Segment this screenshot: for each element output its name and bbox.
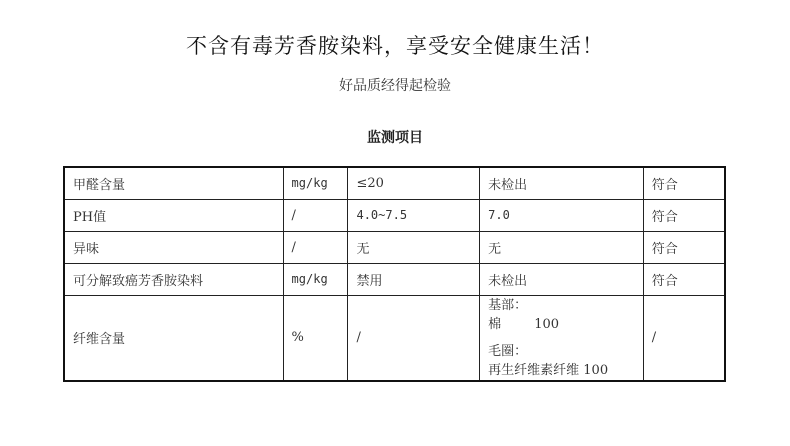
base-label: 基部： <box>488 297 528 313</box>
item-cell: 甲醛含量 <box>64 167 283 199</box>
verdict-cell: 符合 <box>643 231 725 263</box>
unit-cell: / <box>283 199 348 231</box>
standard-cell: 无 <box>348 231 480 263</box>
table-row <box>64 167 725 199</box>
unit-cell: % <box>283 295 348 381</box>
table-row <box>64 231 725 263</box>
result-cell: 未检出 <box>480 263 644 295</box>
item-cell: 纤维含量 <box>64 295 283 381</box>
result-cell: 未检出 <box>480 167 644 199</box>
result-cell: 无 <box>480 231 644 263</box>
verdict-cell: 符合 <box>643 167 725 199</box>
item-cell: 可分解致癌芳香胺染料 <box>64 263 283 295</box>
verdict-cell: / <box>643 295 725 381</box>
subline: 好品质经得起检验 <box>339 78 451 94</box>
table-row <box>64 263 725 295</box>
base-value: 棉 100 <box>488 316 560 332</box>
unit-cell: mg/kg <box>283 167 348 199</box>
unit-cell: / <box>283 231 348 263</box>
standard-cell: 4.0~7.5 <box>348 199 480 231</box>
verdict-cell: 符合 <box>643 199 725 231</box>
section-title: 监测项目 <box>367 130 423 146</box>
unit-cell: mg/kg <box>283 263 348 295</box>
headline: 不含有毒芳香胺染料，享受安全健康生活！ <box>186 34 604 58</box>
table-row <box>64 295 725 381</box>
result-cell: 7.0 <box>480 199 644 231</box>
fiber-composition-cell <box>480 295 644 381</box>
standard-cell: / <box>348 295 480 381</box>
standard-cell: ≤20 <box>348 167 480 199</box>
table-row <box>64 199 725 231</box>
pile-label: 毛圈： <box>488 343 528 359</box>
item-cell: PH值 <box>64 199 283 231</box>
pile-value: 再生纤维素纤维 100 <box>488 362 609 378</box>
monitoring-table <box>63 166 726 382</box>
item-cell: 异味 <box>64 231 283 263</box>
standard-cell: 禁用 <box>348 263 480 295</box>
verdict-cell: 符合 <box>643 263 725 295</box>
